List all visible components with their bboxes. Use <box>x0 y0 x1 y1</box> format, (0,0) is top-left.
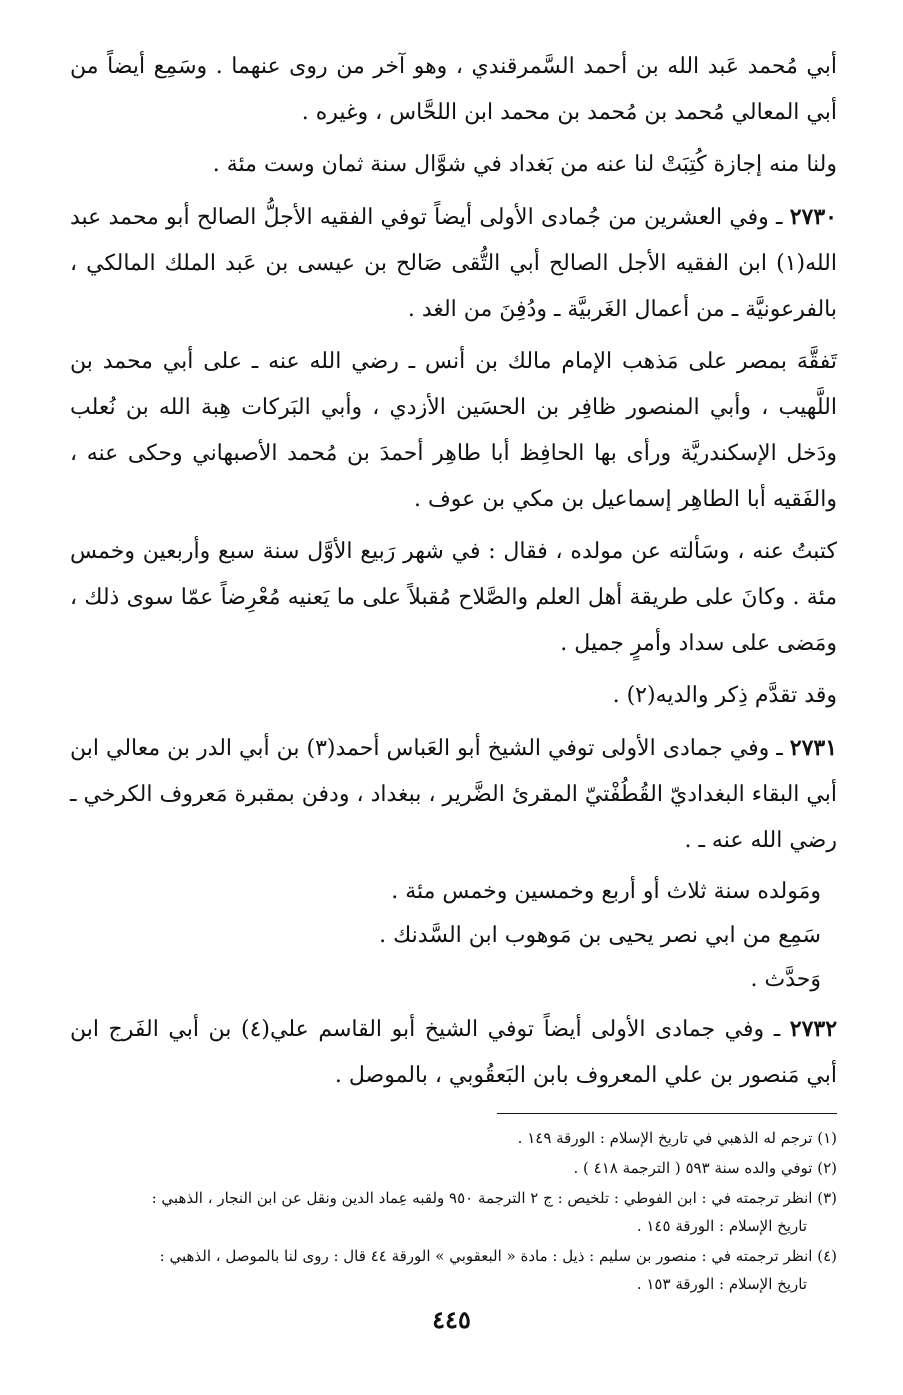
footnote-text-continuation: تاريخ الإسلام : الورقة ١٥٣ . <box>636 1275 807 1293</box>
footnotes <box>70 1124 837 1298</box>
entry-number: ٢٧٣٠ <box>789 204 837 230</box>
entry-text: ـ وفي العشرين من جُمادى الأولى أيضاً توفي الفقيه الأجلُّ الصالح أبو محمد عبد الله(١) ابن الفقيه الأجل الصالح أبي التُّقى صَالح بن عيسى بن عَبد الملك المالكي ، بالفرعونيَّة ـ من أعمال الغَربيَّة ـ ودُفِنَ من الغد . <box>70 205 837 322</box>
entry-number: ٢٧٣٢ <box>789 1016 838 1042</box>
footnote-text: ترجم له الذهبي في تاريخ الإسلام : الورقة ١٤٩ . <box>517 1129 813 1147</box>
paragraph-study: تَفقَّهَ بمصر على مَذهب الإمام مالك بن أنس ـ رضي الله عنه ـ على أبي محمد بن اللَّهيب ، وأبي المنصور ظافِر بن الحسَين الأزدي ، وأبي البَركات هِبة الله بن نُعلب ودَخل الإسكندريَّة ورأى بها الحافِظ أبا طاهِر أحمدَ بن مُحمد الأصبهاني وحكى عنه ، والفَقيه أبا الطاهِر إسماعيل بن مكي بن عوف . <box>70 349 837 512</box>
entry-2731 <box>70 725 837 864</box>
line-birth: ومَولده سنة ثلاث أو أربع وخمسين وخمس مئة . <box>391 879 821 904</box>
footnote-text: انظر ترجمته في : ابن الفوطي : تلخيص : ج ٢ الترجمة ٩٥٠ ولقبه عِماد الدين ونقل عن ابن النجار ، الذهبي : <box>151 1189 813 1207</box>
footnote-marker: (٢) <box>817 1159 837 1177</box>
footnote-marker: (١) <box>817 1129 837 1147</box>
paragraph-parents: وقد تقدَّم ذِكر والديه(٢) . <box>612 683 837 708</box>
entry-text: ـ وفي جمادى الأولى أيضاً توفي الشيخ أبو القاسم علي(٤) بن أبي الفَرج ابن أبي مَنصور بن علي المعروف بابن البَعقُوبي ، بالموصل . <box>70 1017 837 1088</box>
line-narrated: وَحدَّث . <box>750 967 821 992</box>
footnote-marker: (٣) <box>817 1189 837 1207</box>
footnote-separator <box>497 1113 837 1114</box>
footnote-2 <box>70 1154 837 1182</box>
footnote-1 <box>70 1124 837 1152</box>
footnote-3 <box>70 1184 837 1240</box>
paragraph-continuation: أبي مُحمد عَبد الله بن أحمد السَّمرقندي ، وهو آخر من روى عنهما . وسَمِع أيضاً من أبي المعالي مُحمد بن مُحمد بن محمد ابن اللحَّاس ، وغيره . <box>70 54 837 125</box>
paragraph-ijaza: ولنا منه إجازة كُتِبَتْ لنا عنه من بَغداد في شوَّال سنة ثمان وست مئة . <box>212 152 837 177</box>
entry-text: ـ وفي جمادى الأولى توفي الشيخ أبو العَباس أحمد(٣) بن أبي الدر بن معالي ابن أبي البقاء البغداديّ القُطُفْتيّ المقرئ الضَّرير ، ببغداد ، ودفن بمقبرة مَعروف الكرخي ـ رضي الله عنه ـ . <box>70 736 837 853</box>
footnote-marker: (٤) <box>817 1247 837 1265</box>
paragraph-birth: كتبتُ عنه ، وسَألته عن مولده ، فقال : في شهر رَبيع الأوَّل سنة سبع وأربعين وخمس مئة . وكانَ على طريقة أهل العلم والصَّلاح مُقبلاً على ما يَعنيه مُعْرِضاً عمّا سوى ذلك ، ومَضى على سداد وأمرٍ جميل . <box>70 539 837 656</box>
footnote-text-continuation: تاريخ الإسلام : الورقة ١٤٥ . <box>636 1217 807 1235</box>
line-heard: سَمِع من ابي نصر يحيى بن مَوهوب ابن السَّدنك . <box>379 923 821 948</box>
entry-2732 <box>70 1006 837 1099</box>
page-number: ٤٤٥ <box>432 1305 471 1334</box>
footnote-4 <box>70 1242 837 1298</box>
footnote-text: توفي والده سنة ٥٩٣ ( الترجمة ٤١٨ ) . <box>573 1159 813 1177</box>
main-text <box>70 44 837 1099</box>
footnote-text: انظر ترجمته في : منصور بن سليم : ذيل : مادة « البعقوبي » الورقة ٤٤ قال : روى لنا بالموصل ، الذهبي : <box>159 1247 813 1265</box>
entry-number: ٢٧٣١ <box>789 735 838 761</box>
entry-2730 <box>70 194 837 333</box>
